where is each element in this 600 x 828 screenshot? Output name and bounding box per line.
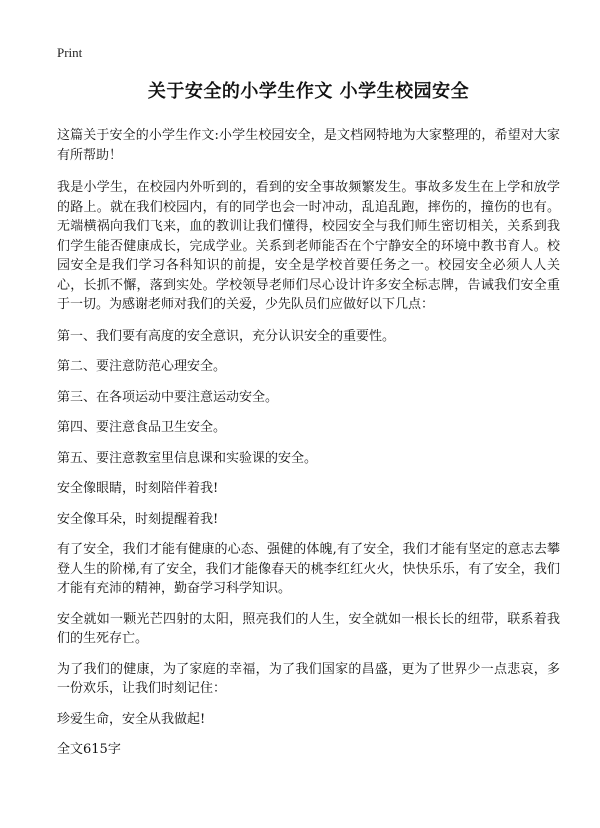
point-item-1: 第一、我们要有高度的安全意识，充分认识安全的重要性。 bbox=[57, 328, 396, 344]
intro-paragraph: 这篇关于安全的小学生作文:小学生校园安全，是文档网特地为大家整理的，希望对大家有所帮助！ bbox=[57, 128, 560, 163]
word-count: 全文615字 bbox=[57, 742, 121, 757]
point-item-2: 第二、要注意防范心理安全。 bbox=[57, 359, 227, 374]
line-ears: 安全像耳朵，时刻提醒着我! bbox=[57, 511, 219, 527]
page-title: 关于安全的小学生作文 小学生校园安全 bbox=[147, 81, 470, 102]
point-item-5: 第五、要注意教室里信息课和实验课的安全。 bbox=[57, 450, 318, 466]
sun-paragraph: 安全就如一颗光芒四射的太阳，照亮我们的人生，安全就如一根长长的纽带，联系着我们的生死存亡。 bbox=[57, 611, 560, 646]
future-paragraph: 为了我们的健康，为了家庭的幸福，为了我们国家的昌盛，更为了世界少一点悲哀，多一份欢乐，让我们时刻记住： bbox=[57, 661, 560, 696]
closing-line: 珍爱生命，安全从我做起! bbox=[57, 711, 206, 727]
health-paragraph: 有了安全，我们才能有健康的心态、强健的体魄,有了安全，我们才能有坚定的意志去攀登人生的阶梯,有了安全，我们才能像春天的桃李红红火火，快快乐乐，有了安全，我们才能有充沛的精神，勤奋学习科学知识。 bbox=[57, 542, 560, 596]
point-item-4: 第四、要注意食品卫生安全。 bbox=[57, 420, 227, 435]
point-item-3: 第三、在各项运动中要注意运动安全。 bbox=[57, 389, 279, 405]
main-paragraph: 我是小学生，在校园内外听到的，看到的安全事故频繁发生。事故多发生在上学和放学的路上。就在我们校园内，有的同学也会一时冲动，乱追乱跑，摔伤的，撞伤的也有。无端横祸向我们飞来，血的教训让我们懂得，校园安全与我们师生密切相关，关系到我们学生能否健康成长，完成学业。关系到老师能否在个宁静安全的环境中教书育人。校园安全是我们学习各科知识的前提，安全是学校首要任务之一。校园安全必须人人关心，长抓不懈，落到实处。学校领导老师们尽心设计许多安全标志牌，告诫我们安全重于一切。为感谢老师对我们的关爱，少先队员们应做好以下几点： bbox=[57, 180, 560, 312]
line-eyes: 安全像眼睛，时刻陪伴着我! bbox=[57, 481, 219, 496]
print-link[interactable]: Print bbox=[57, 45, 83, 60]
